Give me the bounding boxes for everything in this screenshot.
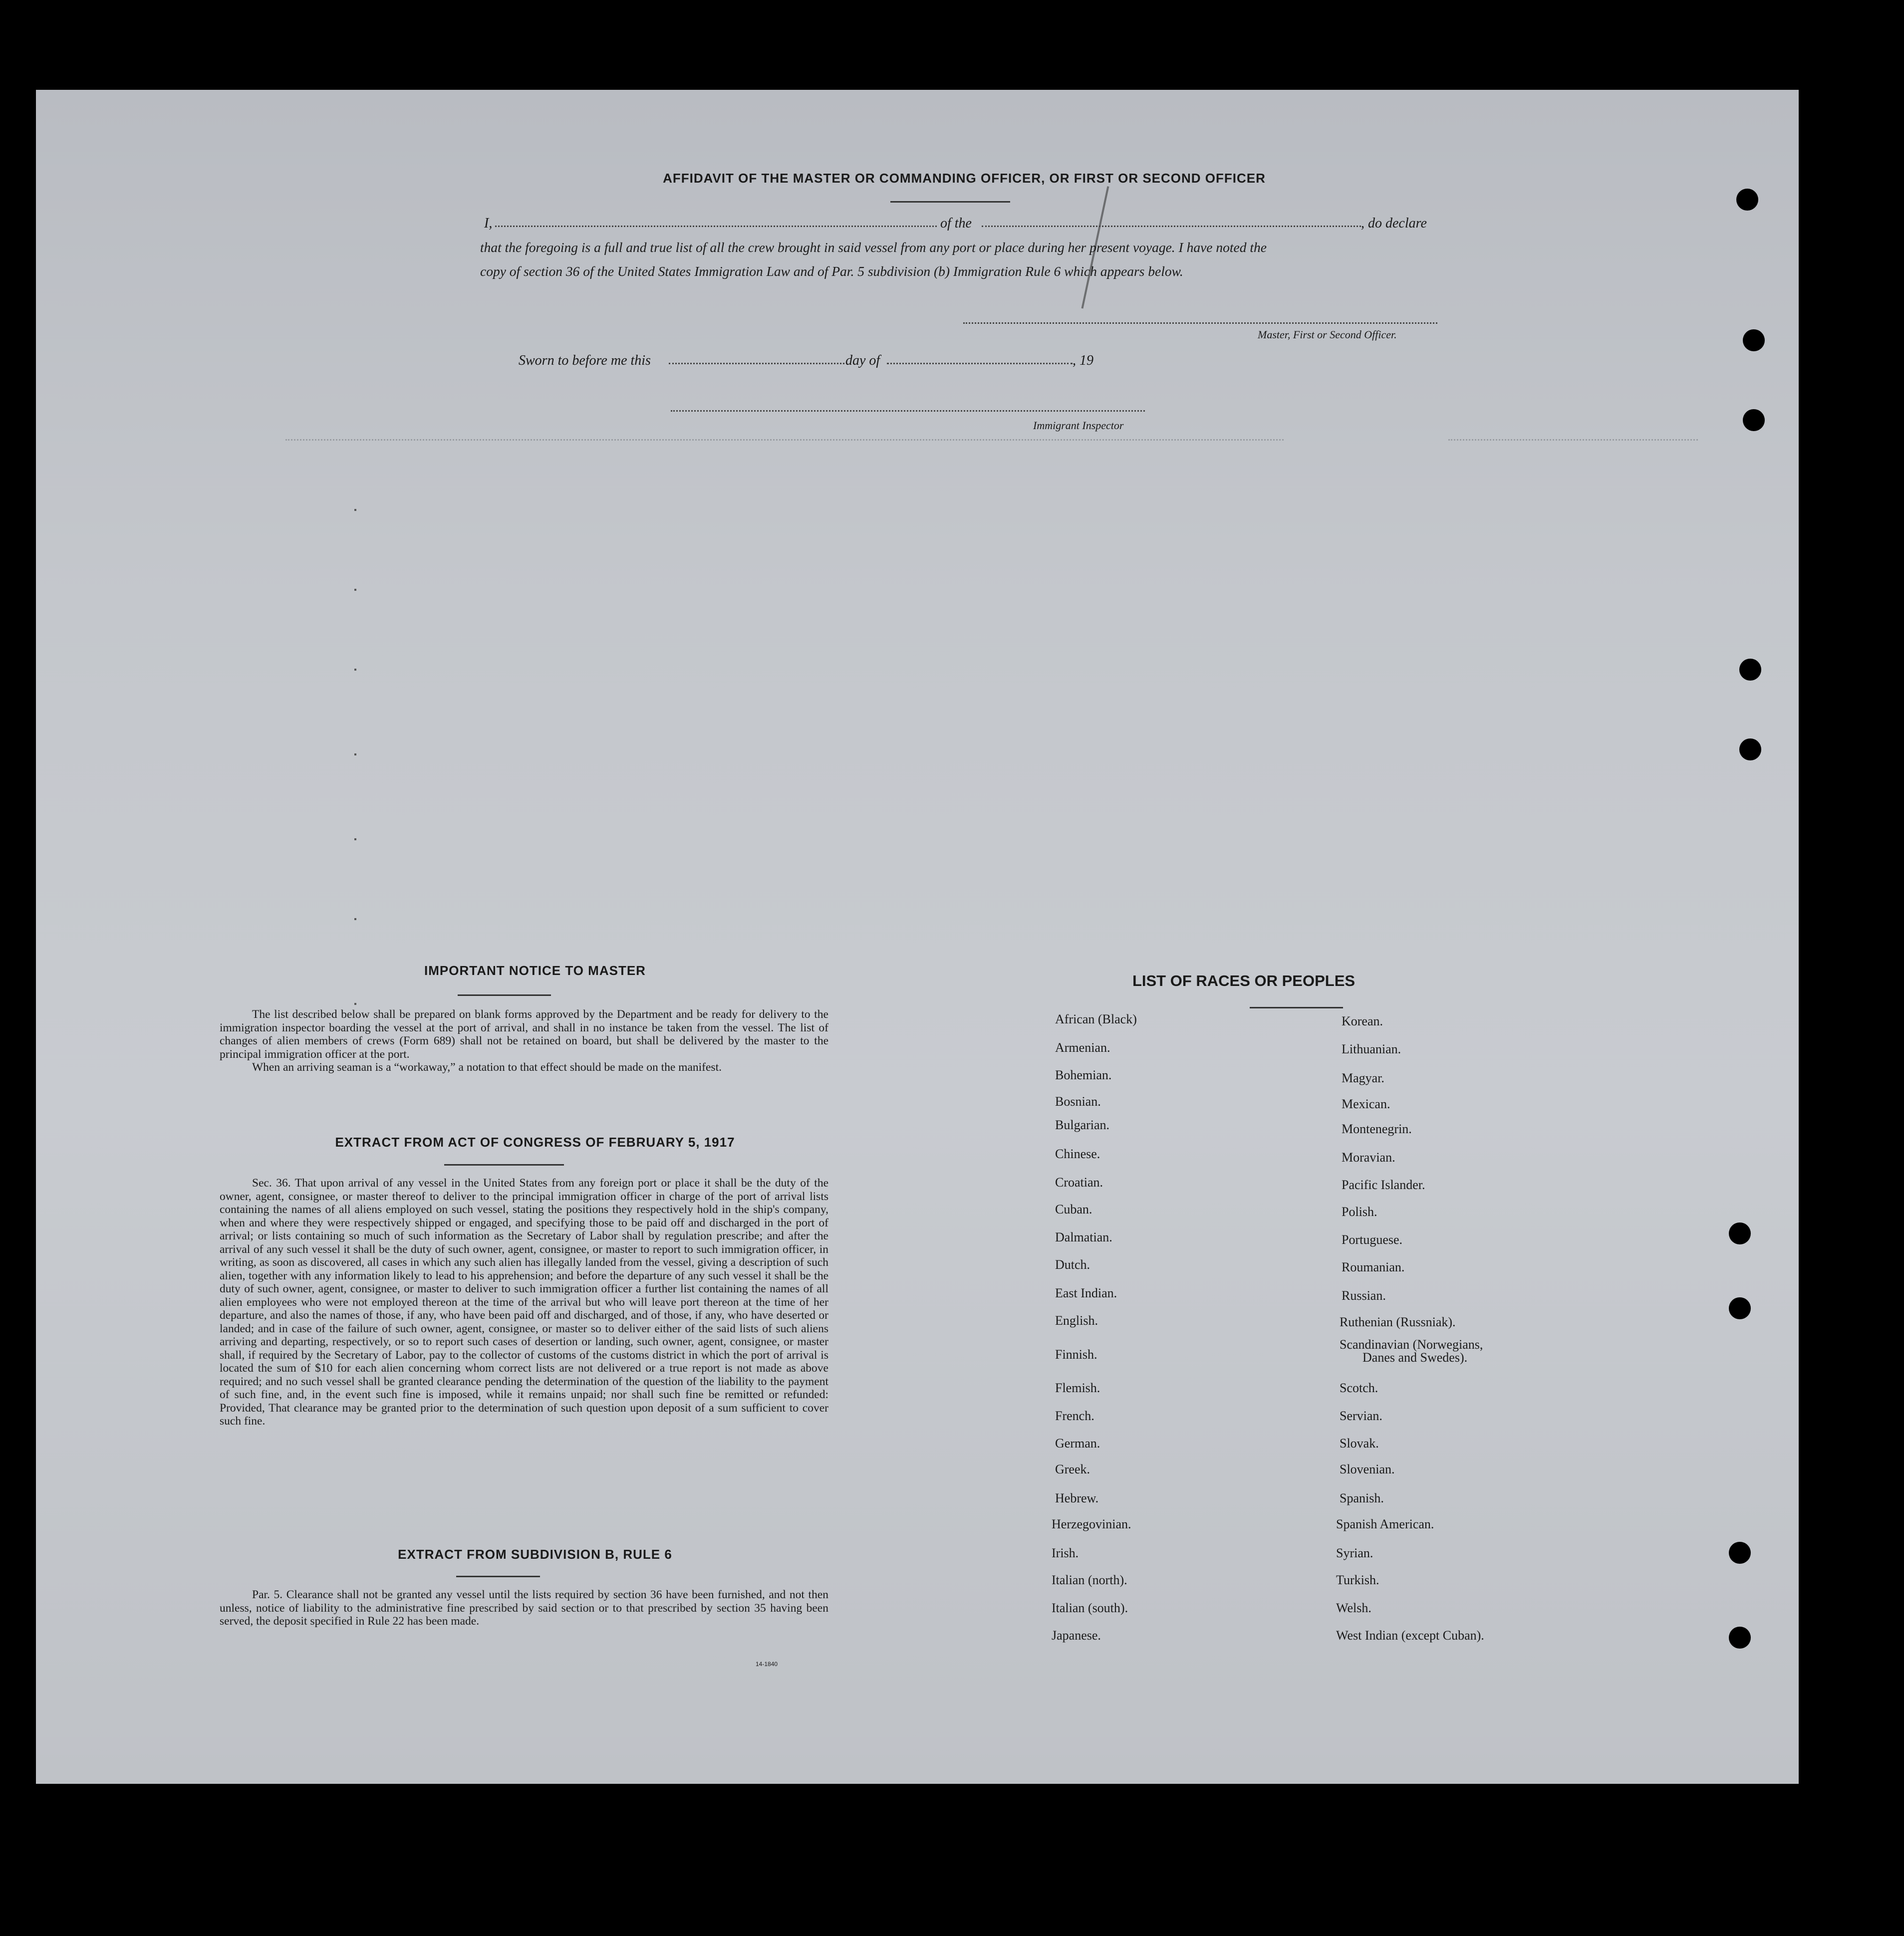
affidavit-line-2: that the foregoing is a full and true list of all the crew brought in said vessel from any port or place during her present voyage. I have noted the: [480, 240, 1267, 255]
race-item: Dalmatian.: [1055, 1230, 1112, 1244]
year-label: , 19: [1073, 353, 1093, 368]
race-item: Spanish.: [1340, 1491, 1384, 1505]
race-item: Finnish.: [1055, 1347, 1097, 1362]
race-item: Ruthenian (Russniak).: [1340, 1315, 1456, 1329]
race-item: Moravian.: [1342, 1150, 1395, 1165]
race-item: Roumanian.: [1342, 1260, 1405, 1274]
binder-hole: [1729, 1627, 1751, 1649]
binder-hole: [1743, 329, 1765, 351]
document-page: [36, 90, 1799, 1784]
notice-paragraph-1: The list described below shall be prepared on blank forms approved by the Department and be ready for delivery to the immigration inspector boarding the vessel at the port of arrival, and shall in no instance be taken from the vessel. The list of changes of alien members of crews (Form 689) shall not be retained on board, but shall be delivered by the master to the principal immigration officer at the port.: [220, 1008, 828, 1061]
notice-text: [220, 1008, 828, 1074]
race-item: Portuguese.: [1342, 1232, 1403, 1247]
notice-paragraph-2: When an arriving seaman is a “workaway,” a notation to that effect should be made on the manifest.: [252, 1061, 722, 1074]
signature-blank: [963, 322, 1437, 324]
signature-caption: Master, First or Second Officer.: [1258, 328, 1397, 341]
form-number: 14-1840: [756, 1661, 778, 1668]
binder-hole: [1736, 189, 1758, 211]
race-item: Turkish.: [1336, 1573, 1379, 1587]
race-item: Scotch.: [1340, 1381, 1378, 1395]
margin-mark: [354, 509, 356, 511]
extract-rule-title: EXTRACT FROM SUBDIVISION B, RULE 6: [398, 1547, 672, 1562]
race-item: Korean.: [1342, 1014, 1383, 1028]
race-item: Herzegovinian.: [1052, 1517, 1131, 1531]
inspector-caption: Immigrant Inspector: [1033, 419, 1124, 432]
race-item: Bohemian.: [1055, 1068, 1112, 1082]
race-item: Italian (north).: [1052, 1573, 1127, 1587]
divider: [444, 1164, 564, 1166]
margin-mark: [354, 589, 356, 591]
sworn-month-blank: [887, 363, 1073, 364]
binder-hole: [1729, 1297, 1751, 1319]
binder-hole: [1739, 738, 1761, 760]
notice-title: IMPORTANT NOTICE TO MASTER: [424, 963, 646, 978]
vessel-blank: [982, 226, 1361, 227]
extract-act-text: [220, 1177, 828, 1428]
race-item: African (Black): [1055, 1012, 1137, 1026]
binder-hole: [1729, 1222, 1751, 1244]
extract-rule-text: [220, 1588, 828, 1628]
extract-act-title: EXTRACT FROM ACT OF CONGRESS OF FEBRUARY 5, 1917: [335, 1135, 735, 1150]
name-blank: [495, 226, 937, 227]
race-item: English.: [1055, 1313, 1098, 1328]
margin-mark: [354, 1003, 356, 1005]
race-item: Welsh.: [1336, 1601, 1371, 1615]
race-item: East Indian.: [1055, 1286, 1117, 1300]
margin-mark: [354, 838, 356, 840]
race-item: Pacific Islander.: [1342, 1178, 1425, 1192]
race-item: Russian.: [1342, 1288, 1386, 1303]
bleed-through-marks: [1448, 439, 1698, 446]
margin-mark: [354, 669, 356, 671]
affidavit-title: AFFIDAVIT OF THE MASTER OR COMMANDING OFFICER, OR FIRST OR SECOND OFFICER: [663, 171, 1266, 186]
race-item: West Indian (except Cuban).: [1336, 1628, 1484, 1643]
race-item: Slovak.: [1340, 1436, 1379, 1451]
race-item: Bosnian.: [1055, 1094, 1101, 1109]
day-of-label: day of: [845, 353, 880, 368]
race-item: Flemish.: [1055, 1381, 1100, 1395]
inspector-signature-blank: [671, 410, 1145, 412]
race-item: Croatian.: [1055, 1175, 1103, 1190]
race-item: Lithuanian.: [1342, 1042, 1401, 1056]
race-item: French.: [1055, 1409, 1094, 1423]
affidavit-line-3: copy of section 36 of the United States Immigration Law and of Par. 5 subdivision (b) Immigration Rule 6 which appears below.: [480, 263, 1183, 279]
binder-hole: [1739, 659, 1761, 681]
race-item: Chinese.: [1055, 1147, 1100, 1161]
race-item: Japanese.: [1052, 1628, 1101, 1643]
race-item: Greek.: [1055, 1462, 1090, 1476]
race-item: German.: [1055, 1436, 1100, 1451]
race-item: Slovenian.: [1340, 1462, 1395, 1476]
race-item: Montenegrin.: [1342, 1122, 1412, 1136]
race-item: Polish.: [1342, 1205, 1377, 1219]
sworn-label: Sworn to before me this: [519, 353, 651, 368]
race-item: Bulgarian.: [1055, 1118, 1110, 1132]
race-item: Spanish American.: [1336, 1517, 1434, 1531]
divider: [458, 994, 551, 996]
sworn-day-blank: [669, 363, 844, 364]
binder-hole: [1743, 409, 1765, 431]
affidavit-of-the-label: of the: [940, 216, 972, 231]
divider: [456, 1576, 540, 1577]
race-item: Syrian.: [1336, 1546, 1373, 1560]
race-item: Hebrew.: [1055, 1491, 1099, 1505]
race-item: Magyar.: [1342, 1071, 1384, 1085]
affidavit-do-declare: , do declare: [1361, 216, 1427, 231]
section-36-paragraph: Sec. 36. That upon arrival of any vessel in the United States from any foreign port or place it shall be the duty of the owner, agent, consignee, or master thereof to deliver to the principal immigration officer in charge of the port of arrival lists containing the names of all aliens employed on such vessel, stating the positions they respectively hold in the ship's company, when and where they were respectively shipped or engaged, and specifying those to be paid off and discharged in the port of arrival; or lists containing so much of such information as the Secretary of Labor shall by regulation prescribe; and after the arrival of any such vessel it shall be the duty of such owner, agent, consignee, or master to report to such immigration officer, in writing, as soon as discovered, all cases in which any such alien has illegally landed from the vessel, giving a description of such alien, together with any information likely to lead to his apprehension; and before the departure of any such vessel it shall be the duty of such owner, agent, consignee, or master to deliver to such immigration officer a further list containing the names of all alien employees who were not employed thereon at the time of the arrival but who will leave port thereon at the time of her departure, and also the names of those, if any, who have been paid off and discharged, and of those, if any, who have deserted or landed; and in case of the failure of such owner, agent, consignee, or master so to deliver either of the said lists of such aliens arriving and departing, respectively, or so to report such cases of desertion or landing, such owner, agent, consignee, or master shall, if required by the Secretary of Labor, pay to the collector of customs of the customs district in which the port of arrival is located the sum of $10 for each alien concerning whom correct lists are not delivered or a true report is not made as above required; and no such vessel shall be granted clearance pending the determination of the question of the liability to the payment of such fine, and, in the event such fine is imposed, while it remains unpaid; nor shall such fine be remitted or refunded: Provided, That clearance may be granted prior to the determination of such question upon deposit of a sum sufficient to cover such fine.: [220, 1177, 828, 1428]
margin-mark: [354, 753, 356, 755]
divider: [1250, 1007, 1343, 1008]
race-item: Mexican.: [1342, 1097, 1390, 1111]
race-item: Danes and Swedes).: [1362, 1350, 1468, 1365]
race-item: Italian (south).: [1052, 1601, 1128, 1615]
par-5-paragraph: Par. 5. Clearance shall not be granted any vessel until the lists required by section 36 have been furnished, and not then unless, notice of liability to the administrative fine prescribed by said section or to that prescribed by section 35 having been served, the deposit specified in Rule 22 has been made.: [220, 1588, 828, 1628]
race-item: Cuban.: [1055, 1202, 1092, 1216]
divider: [890, 201, 1010, 203]
bleed-through-marks: [285, 439, 1284, 446]
binder-hole: [1729, 1542, 1751, 1564]
race-item: Dutch.: [1055, 1257, 1090, 1272]
affidavit-i-label: I,: [484, 216, 493, 231]
margin-mark: [354, 918, 356, 920]
race-item: Scandinavian (Norwegians,: [1340, 1337, 1483, 1352]
races-title: LIST OF RACES OR PEOPLES: [1132, 972, 1356, 989]
race-item: Servian.: [1340, 1409, 1382, 1423]
race-item: Irish.: [1052, 1546, 1079, 1560]
race-item: Armenian.: [1055, 1040, 1110, 1055]
